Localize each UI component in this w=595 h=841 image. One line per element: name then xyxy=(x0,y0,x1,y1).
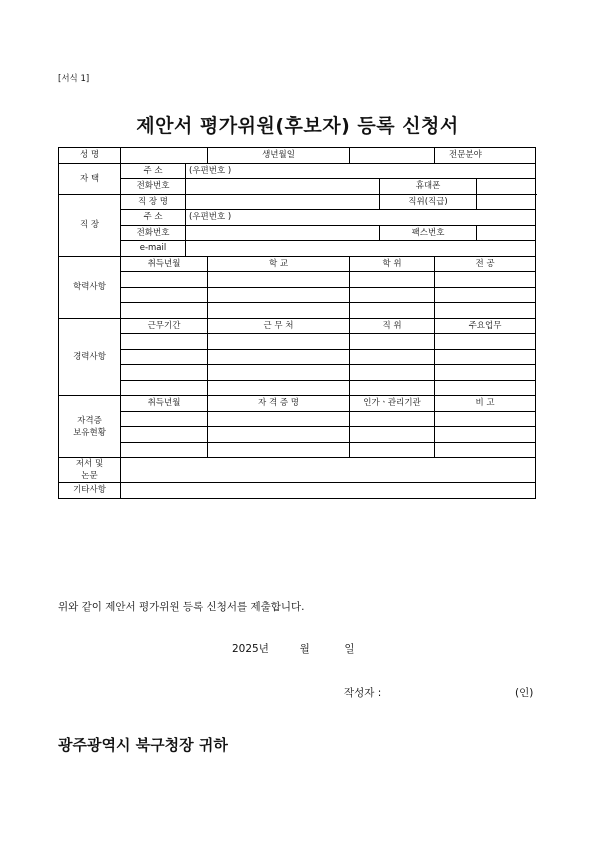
others-field[interactable] xyxy=(121,483,536,499)
table-cell[interactable] xyxy=(208,349,350,365)
table-cell[interactable] xyxy=(121,287,208,303)
birth-label: 생년월일 xyxy=(208,148,350,164)
table-cell[interactable] xyxy=(350,380,435,396)
license-header-remarks: 비 고 xyxy=(435,396,536,412)
mobile-field[interactable] xyxy=(477,179,536,195)
career-row xyxy=(59,365,536,381)
license-label xyxy=(59,396,121,458)
home-address-label: 주 소 xyxy=(121,163,186,179)
table-cell[interactable] xyxy=(208,303,350,319)
license-label-line2: 보유현황 xyxy=(73,427,106,438)
education-header-school: 학 교 xyxy=(208,256,350,272)
application-form-table xyxy=(58,147,536,499)
date-year: 2025년 xyxy=(232,643,269,655)
email-field[interactable] xyxy=(186,241,536,257)
date-day: 일 xyxy=(344,643,355,655)
license-header-authority: 인가ㆍ관리기관 xyxy=(350,396,435,412)
table-cell[interactable] xyxy=(121,272,208,288)
home-phone-field[interactable] xyxy=(186,179,380,195)
license-header-date: 취득년월 xyxy=(121,396,208,412)
education-header-date: 취득년월 xyxy=(121,256,208,272)
fax-field[interactable] xyxy=(477,225,536,241)
table-cell[interactable] xyxy=(350,365,435,381)
table-cell[interactable] xyxy=(121,303,208,319)
table-cell[interactable] xyxy=(435,442,536,458)
license-header-name: 자 격 증 명 xyxy=(208,396,350,412)
career-label: 경력사항 xyxy=(59,318,121,396)
email-label: e-mail xyxy=(121,241,186,257)
signer-label: 작성자 : xyxy=(344,687,382,699)
table-cell[interactable] xyxy=(121,365,208,381)
home-postal-code: (우편번호 ) xyxy=(189,165,232,176)
date-month: 월 xyxy=(299,643,310,655)
career-header-workplace: 근 무 처 xyxy=(208,318,350,334)
table-cell[interactable] xyxy=(435,272,536,288)
license-row xyxy=(59,442,536,458)
table-cell[interactable] xyxy=(435,380,536,396)
work-label: 직 장 xyxy=(59,194,121,256)
mobile-label: 휴대폰 xyxy=(380,179,477,195)
career-row xyxy=(59,349,536,365)
table-cell[interactable] xyxy=(121,427,208,443)
license-label-line1: 자격증 xyxy=(77,415,102,426)
table-cell[interactable] xyxy=(208,442,350,458)
table-cell[interactable] xyxy=(208,334,350,350)
table-cell[interactable] xyxy=(435,411,536,427)
career-header-position: 직 위 xyxy=(350,318,435,334)
publications-label xyxy=(59,458,121,483)
table-cell[interactable] xyxy=(208,365,350,381)
work-phone-field[interactable] xyxy=(186,225,380,241)
education-row xyxy=(59,287,536,303)
career-row xyxy=(59,334,536,350)
license-row xyxy=(59,411,536,427)
table-cell[interactable] xyxy=(435,303,536,319)
position-label: 직위(직급) xyxy=(380,194,477,210)
publications-label-line1: 저서 및 xyxy=(75,459,104,469)
work-address-field[interactable] xyxy=(186,210,536,226)
publications-label-line2: 논문 xyxy=(81,471,98,481)
table-cell[interactable] xyxy=(350,287,435,303)
submission-statement: 위와 같이 제안서 평가위원 등록 신청서를 제출합니다. xyxy=(58,601,305,613)
career-header-period: 근무기간 xyxy=(121,318,208,334)
table-cell[interactable] xyxy=(435,427,536,443)
career-header-duties: 주요업무 xyxy=(435,318,536,334)
table-cell[interactable] xyxy=(350,334,435,350)
addressee: 광주광역시 북구청장 귀하 xyxy=(58,736,228,754)
company-label: 직 장 명 xyxy=(121,194,186,210)
table-cell[interactable] xyxy=(121,411,208,427)
table-cell[interactable] xyxy=(121,380,208,396)
career-row xyxy=(59,380,536,396)
table-cell[interactable] xyxy=(121,349,208,365)
education-label: 학력사항 xyxy=(59,256,121,318)
form-number: [서식 1] xyxy=(58,74,90,84)
table-cell[interactable] xyxy=(208,287,350,303)
name-field[interactable] xyxy=(121,148,208,164)
table-cell[interactable] xyxy=(208,380,350,396)
publications-field[interactable] xyxy=(121,458,536,483)
name-label: 성 명 xyxy=(59,148,121,164)
license-row xyxy=(59,427,536,443)
company-field[interactable] xyxy=(186,194,380,210)
table-cell[interactable] xyxy=(208,272,350,288)
birth-field[interactable] xyxy=(350,148,435,164)
field-label: 전문분야 xyxy=(435,148,536,164)
home-address-field[interactable] xyxy=(186,163,536,179)
seal-label: (인) xyxy=(515,687,534,699)
others-label: 기타사항 xyxy=(59,483,121,499)
home-phone-label: 전화번호 xyxy=(121,179,186,195)
work-postal-code: (우편번호 ) xyxy=(189,212,232,223)
position-field[interactable] xyxy=(477,194,536,210)
home-label: 자 택 xyxy=(59,163,121,194)
table-cell[interactable] xyxy=(121,334,208,350)
education-row xyxy=(59,272,536,288)
table-cell[interactable] xyxy=(350,411,435,427)
table-cell[interactable] xyxy=(435,334,536,350)
education-header-degree: 학 위 xyxy=(350,256,435,272)
table-cell[interactable] xyxy=(208,411,350,427)
table-cell[interactable] xyxy=(350,427,435,443)
education-row xyxy=(59,303,536,319)
table-cell[interactable] xyxy=(350,303,435,319)
date-line xyxy=(232,641,355,656)
table-cell[interactable] xyxy=(350,349,435,365)
education-header-major: 전 공 xyxy=(435,256,536,272)
table-cell[interactable] xyxy=(208,427,350,443)
document-title: 제안서 평가위원(후보자) 등록 신청서 xyxy=(136,115,459,137)
work-address-label: 주 소 xyxy=(121,210,186,226)
table-cell[interactable] xyxy=(435,365,536,381)
table-cell[interactable] xyxy=(121,442,208,458)
table-cell[interactable] xyxy=(350,442,435,458)
table-cell[interactable] xyxy=(435,287,536,303)
table-cell[interactable] xyxy=(435,349,536,365)
work-phone-label: 전화번호 xyxy=(121,225,186,241)
fax-label: 팩스번호 xyxy=(380,225,477,241)
table-cell[interactable] xyxy=(350,272,435,288)
